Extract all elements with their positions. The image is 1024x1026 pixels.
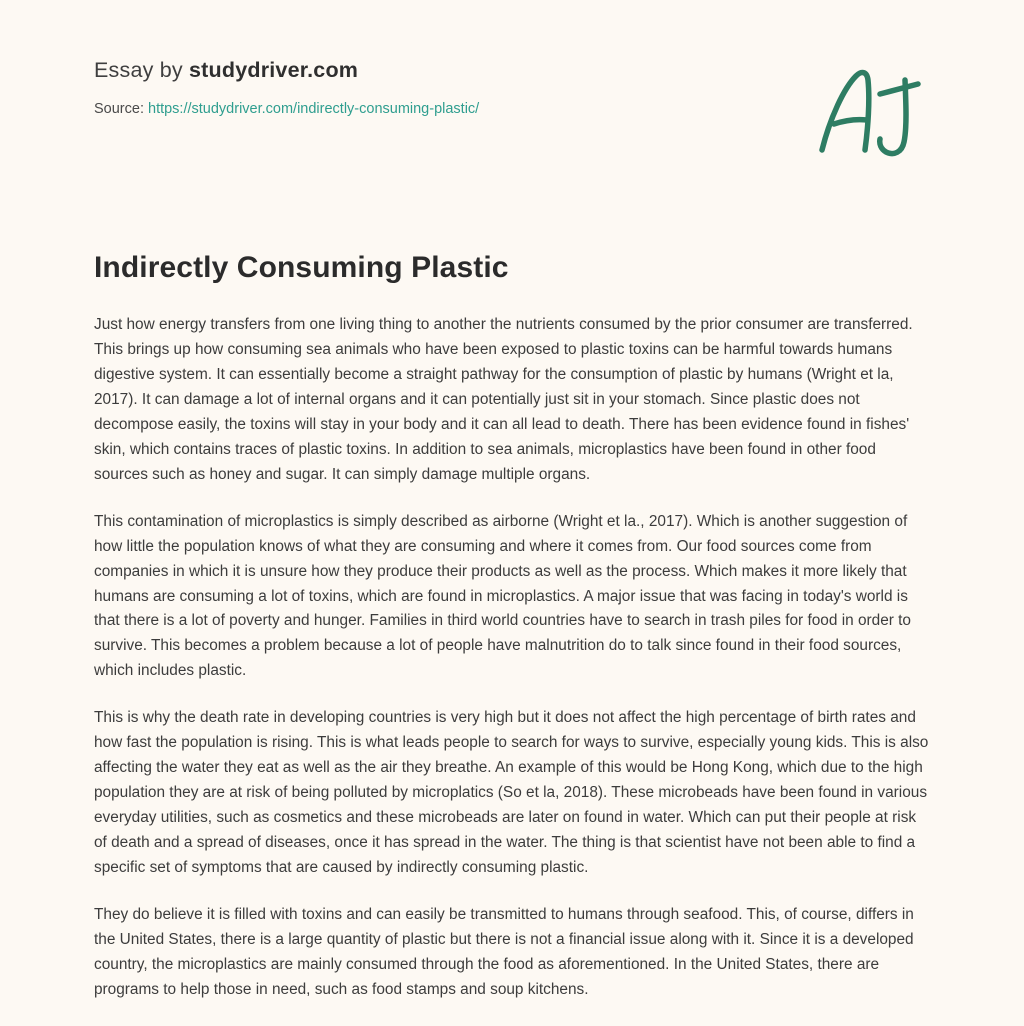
- source-label: Source:: [94, 101, 148, 117]
- body-paragraph: They do believe it is filled with toxins and can easily be transmitted to humans through seafood. This, of course, differs in the United States, there is a large quantity of plastic but there is not a financial issue along with it. Since it is a developed country, the microplastics are mainly consumed through the food as aforementioned. In the United States, there are programs to help those in need, such as food stamps and soup kitchens.: [94, 906, 914, 998]
- essay-by-prefix: Essay by: [94, 58, 190, 82]
- document-body: [94, 285, 930, 1003]
- source-line: [94, 101, 930, 117]
- brand-name: studydriver.com: [189, 58, 359, 82]
- aj-monogram-icon: [810, 66, 930, 162]
- body-paragraph: This is why the death rate in developing countries is very high but it does not affect the high percentage of birth rates and how fast the population is rising. This is what leads people to search for ways to survive, especially young kids. This is also affecting the water they eat as well as the air they breathe. An example of this would be Hong Kong, which due to the high population they are at risk of being polluted by microplatics (So et la, 2018). These microbeads have been found in various everyday utilities, such as cosmetics and these microbeads are later on found in water. Which can put their people at risk of death and a spread of diseases, once it has spread in the water. The thing is that scientist have not been able to find a specific set of symptoms that are caused by indirectly consuming plastic.: [94, 709, 929, 877]
- essay-byline: [94, 58, 930, 83]
- document-header: [94, 0, 930, 117]
- page-title: Indirectly Consuming Plastic: [94, 251, 509, 284]
- source-url-link[interactable]: https://studydriver.com/indirectly-consuming-plastic/: [148, 101, 480, 117]
- body-paragraph: Just how energy transfers from one living thing to another the nutrients consumed by the prior consumer are transferred. This brings up how consuming sea animals who have been exposed to plastic toxins can be harmful towards humans digestive system. It can essentially become a straight pathway for the consumption of plastic by humans (Wright et la, 2017). It can damage a lot of internal organs and it can potentially just sit in your stomach. Since plastic does not decompose easily, the toxins will stay in your body and it can all lead to death. There has been evidence found in fishes' skin, which contains traces of plastic toxins. In addition to sea animals, microplastics have been found in other food sources such as honey and sugar. It can simply damage multiple organs.: [94, 316, 913, 483]
- body-paragraph: This contamination of microplastics is simply described as airborne (Wright et la., 2017). Which is another suggestion of how little the population knows of what they are consuming and where it comes from. Our food sources come from companies in which it is unsure how they produce their products as well as the process. Which makes it more likely that humans are consuming a lot of toxins, which are found in microplastics. A major issue that was facing in today's world is that there is a lot of poverty and hunger. Families in third world countries have to search in trash piles for food in order to survive. This becomes a problem because a lot of people have malnutrition do to talk since found in their food sources, which includes plastic.: [94, 512, 911, 680]
